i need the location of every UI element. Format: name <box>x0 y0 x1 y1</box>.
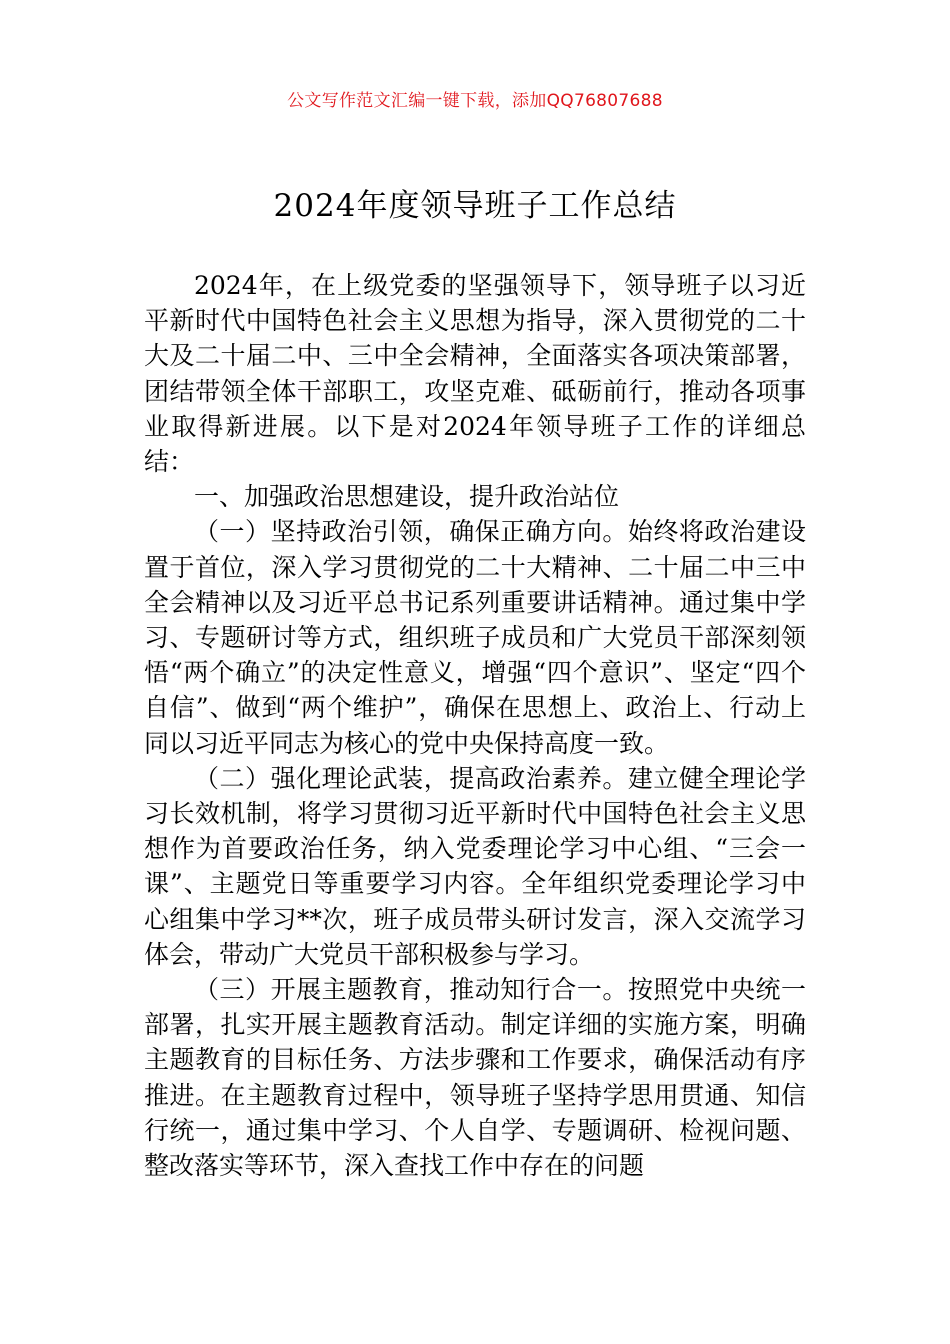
intro-paragraph: 2024年，在上级党委的坚强领导下，领导班子以习近平新时代中国特色社会主义思想为指导，深入贯彻党的二十大及二十届二中、三中全会精神，全面落实各项决策部署，团结带领全体干部职工，攻坚克难、砥砺前行，推动各项事业取得新进展。以下是对2024年领导班子工作的详细总结： <box>144 271 806 477</box>
document-title: 2024年度领导班子工作总结 <box>273 188 677 224</box>
paragraph-1-1: （一）坚持政治引领，确保正确方向。始终将政治建设置于首位，深入学习贯彻党的二十大精神、二十届二中三中全会精神以及习近平总书记系列重要讲话精神。通过集中学习、专题研讨等方式，组织班子成员和广大党员干部深刻领悟“两个确立”的决定性意义，增强“四个意识”、坚定“四个自信”、做到“两个维护”，确保在思想上、政治上、行动上同以习近平同志为核心的党中央保持高度一致。 <box>144 517 806 758</box>
paragraph-1-2: （二）强化理论武装，提高政治素养。建立健全理论学习长效机制，将学习贯彻习近平新时代中国特色社会主义思想作为首要政治任务，纳入党委理论学习中心组、“三会一课”、主题党日等重要学习内容。全年组织党委理论学习中心组集中学习**次，班子成员带头研讨发言，深入交流学习体会，带动广大党员干部积极参与学习。 <box>144 763 806 969</box>
document-body <box>144 268 806 1183</box>
watermark-text: 公文写作范文汇编一键下载，添加QQ76807688 <box>287 91 663 111</box>
section-heading-1: 一、加强政治思想建设，提升政治站位 <box>194 482 620 512</box>
paragraph-1-3: （三）开展主题教育，推动知行合一。按照党中央统一部署，扎实开展主题教育活动。制定详细的实施方案，明确主题教育的目标任务、方法步骤和工作要求，确保活动有序推进。在主题教育过程中，领导班子坚持学思用贯通、知信行统一，通过集中学习、个人自学、专题调研、检视问题、整改落实等环节，深入查找工作中存在的问题 <box>144 975 806 1181</box>
